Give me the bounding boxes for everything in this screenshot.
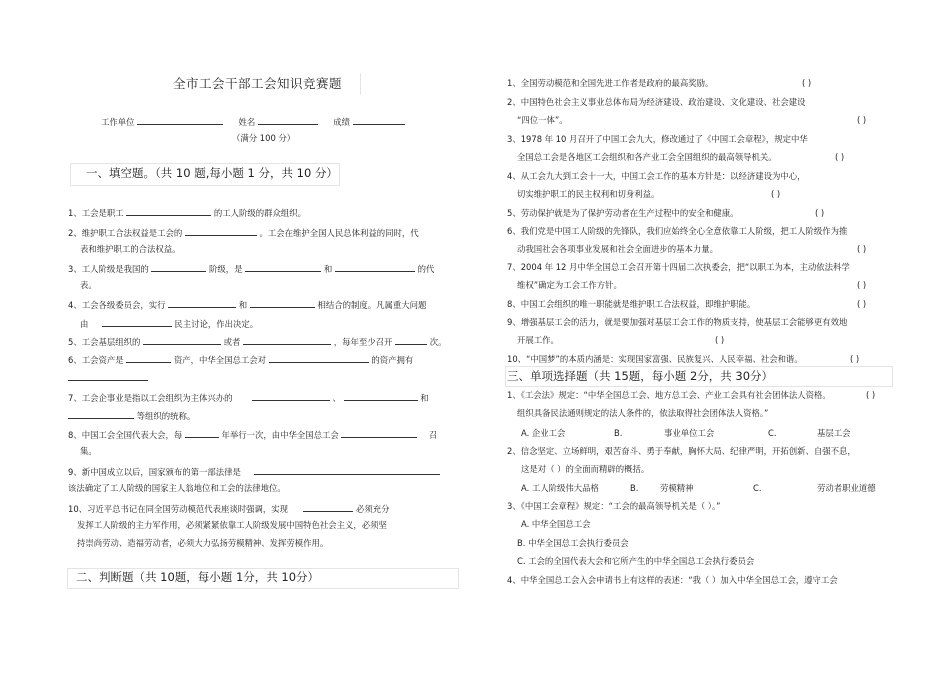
question-8-cont: 集。 — [80, 446, 97, 456]
q-text: 和 — [323, 264, 333, 274]
choice-4: 4、中华全国总工会入会申请书上有这样的表述：“我（ ）加入中华全国总工会，遵守工会 — [507, 575, 838, 585]
name-field[interactable] — [258, 115, 318, 125]
blank[interactable] — [269, 353, 369, 363]
choice-2-option-c[interactable]: C. — [753, 483, 762, 493]
blank[interactable] — [68, 371, 148, 381]
q-text: 民主讨论，作出决定。 — [174, 319, 259, 329]
question-4-cont — [80, 317, 258, 330]
judge-4: 4、从工会九大到工会十一大，中国工会工作的基本方针是：以经济建设为中心， — [507, 171, 806, 181]
judge-1-paren[interactable]: ( ) — [802, 78, 812, 88]
unit-field[interactable] — [137, 115, 223, 125]
judge-7-cont: 维权”确定为工会工作方针。 — [517, 280, 622, 290]
choice-1-option-a[interactable]: A. 企业工会 — [521, 428, 566, 438]
choice-2-cont: 这是对（ ）的全面而精辟的概括。 — [521, 464, 650, 474]
q-text: 的代 — [417, 264, 435, 274]
blank[interactable] — [335, 262, 415, 272]
q-text: 6、工会资产是 — [68, 355, 124, 365]
question-5 — [68, 335, 446, 348]
question-3-cont: 表。 — [80, 280, 97, 290]
choice-2-option-b-text: 劳模精神 — [660, 483, 694, 493]
judge-3: 3、1978 年 10 月召开了中国工会九大，修改通过了《中国工会章程》，规定中华 — [507, 134, 808, 144]
score-field[interactable] — [353, 115, 405, 125]
blank[interactable] — [185, 226, 257, 236]
blank[interactable] — [245, 262, 321, 272]
choice-2-option-b[interactable]: B. — [630, 483, 639, 493]
q-text: 和 — [238, 300, 248, 310]
q-text: 相结合的制度。凡属重大问题 — [317, 300, 427, 310]
judge-4-paren[interactable]: ( ) — [771, 189, 781, 199]
question-7-cont — [68, 409, 195, 422]
question-2 — [68, 226, 419, 239]
judge-2: 2、中国特色社会主义事业总体布局为经济建设、政治建设、文化建设、社会建设 — [507, 97, 806, 107]
unit-label: 工作单位 — [101, 117, 135, 127]
judge-6: 6、我们党是中国工人阶级的先锋队，我们应始终全心全意依靠工人阶级，把工人阶级作为推 — [507, 226, 848, 236]
judge-6-cont: 动我国社会各项事业发展和社会全面进步的基本力量。 — [517, 244, 718, 254]
choice-2-option-a[interactable]: A. 工人阶级伟大品格 — [521, 483, 599, 493]
judge-6-paren[interactable]: ( ) — [857, 244, 867, 254]
judge-4-cont: 切实维护职工的民主权利和切身利益。 — [517, 189, 660, 199]
blank[interactable] — [303, 502, 353, 512]
blank[interactable] — [254, 465, 440, 475]
q-text: 7、工会企事业是指以工会组织为主体兴办的 — [68, 393, 233, 403]
judge-10: 10、“中国梦”的本质内涵是：实现国家富强、民族复兴、人民幸福、社会和谐。 — [507, 354, 803, 364]
blank[interactable] — [395, 335, 427, 345]
q-text: 召 — [428, 430, 438, 440]
q-text: 的资产拥有 — [371, 355, 414, 365]
judge-9-paren[interactable]: ( ) — [715, 335, 725, 345]
judge-1: 1、全国劳动模范和全国先进工作者是政府的最高奖励。 — [507, 78, 714, 88]
blank[interactable] — [341, 428, 417, 438]
judge-10-paren[interactable]: ( ) — [850, 354, 860, 364]
judge-5: 5、劳动保护就是为了保护劳动者在生产过程中的安全和健康。 — [507, 208, 739, 218]
choice-3-option-a[interactable]: A. 中华全国总工会 — [521, 519, 591, 529]
q-text: 次。 — [429, 337, 447, 347]
q-text: 1、工会是职工 — [68, 208, 124, 218]
question-2-cont: 表和维护职工的合法权益。 — [80, 244, 181, 254]
question-9-cont: 该法确定了工人阶级的国家主人翁地位和工会的法律地位。 — [68, 483, 286, 493]
question-10-cont: 发挥工人阶级的主力军作用，必须紧紧依靠工人阶级发展中国特色社会主义，必须坚 — [77, 520, 387, 530]
name-label: 姓名 — [238, 117, 256, 127]
q-text: 、 — [332, 393, 341, 403]
blank[interactable] — [151, 262, 206, 272]
judge-8-paren[interactable]: ( ) — [857, 299, 867, 309]
q-text: 5、工会基层组织的 — [68, 337, 141, 347]
q-text: 9、新中国成立以后，国家颁布的第一部法律是 — [68, 467, 241, 477]
blank[interactable] — [143, 335, 221, 345]
question-3 — [68, 262, 434, 275]
judge-8: 8、中国工会组织的唯一职能就是维护职工合法权益，即维护职能。 — [507, 299, 756, 309]
question-10 — [68, 502, 390, 515]
choice-1-option-b[interactable]: B. — [614, 428, 623, 438]
q-text: 2、维护职工合法权益是工会的 — [68, 228, 183, 238]
judge-5-paren[interactable]: ( ) — [815, 208, 825, 218]
blank[interactable] — [68, 409, 134, 419]
blank[interactable] — [252, 391, 330, 401]
q-text: 4、工会各级委员会，实行 — [68, 300, 166, 310]
choice-1-option-b-text: 事业单位工会 — [664, 428, 715, 438]
choice-3-option-b[interactable]: B. 中华全国总工会执行委员会 — [517, 538, 629, 548]
blank[interactable] — [126, 206, 211, 216]
choice-2-option-c-text: 劳动者职业道德 — [817, 483, 876, 493]
question-4 — [68, 298, 426, 311]
q-text: 由 — [80, 319, 89, 329]
question-9 — [68, 465, 440, 478]
choice-1-cont: 组织具备民法通则规定的法人条件的，依法取得社会团体法人资格。” — [517, 408, 769, 418]
q-text: 等组织的统称。 — [136, 411, 196, 421]
q-text: 的工人阶级的群众组织。 — [213, 208, 307, 218]
q-text: 3、工人阶级是我国的 — [68, 264, 149, 274]
blank[interactable] — [250, 298, 315, 308]
choice-3: 3、《中国工会章程》规定：“工会的最高领导机关是（ ）。” — [507, 501, 721, 511]
judge-3-cont: 全国总工会是各地区工会组织和各产业工会全国组织的最高领导机关。 — [517, 152, 777, 162]
page-title: 全市工会干部工会知识竞赛题 — [173, 76, 343, 91]
judge-7: 7、2004 年 12 月中华全国总工会召开第十四届二次执委会，把“以职工为本，主动依法科学 — [507, 262, 850, 272]
q-text: 阶级，是 — [209, 264, 243, 274]
judge-9: 9、增强基层工会的活力，就是要加强对基层工会工作的物质支持，使基层工会能够更有效地 — [507, 317, 848, 327]
q-text: 8、中国工会全国代表大会，每 — [68, 430, 183, 440]
question-8 — [68, 428, 437, 441]
judge-7-paren[interactable]: ( ) — [857, 280, 867, 290]
blank[interactable] — [344, 391, 418, 401]
section-1-title: 一、填空题。（共 10 题,每小题 1 分，共 10 分） — [86, 166, 338, 180]
q-text: ，每年至少召开 — [333, 337, 393, 347]
q-text: 必须充分 — [356, 504, 390, 514]
q-text: 。工会在维护全国人民总体利益的同时，代 — [259, 228, 419, 238]
choice-1: 1、《工会法》规定：“中华全国总工会、地方总工会、产业工会具有社会团体法人资格。 — [507, 390, 831, 400]
choice-1-option-c-text: 基层工会 — [817, 428, 851, 438]
question-1 — [68, 206, 306, 219]
q-text: 或者 — [223, 337, 241, 347]
q-text: 10、习近平总书记在同全国劳动模范代表座谈时强调，实现 — [68, 504, 289, 514]
choice-1-paren[interactable]: ( ) — [866, 390, 876, 400]
choice-2: 2、信念坚定、立场鲜明，艰苦奋斗、勇于奉献，胸怀大局、纪律严明，开拓创新、自强不息， — [507, 446, 856, 456]
q-text: 年举行一次，由中华全国总工会 — [221, 430, 339, 440]
judge-2-cont: “四位一体”。 — [517, 115, 568, 125]
blank[interactable] — [243, 335, 331, 345]
q-text: 资产，中华全国总工会对 — [173, 355, 267, 365]
choice-3-option-c[interactable]: C. 工会的全国代表大会和它所产生的中华全国总工会执行委员会 — [517, 556, 755, 566]
judge-2-paren[interactable]: ( ) — [857, 115, 867, 125]
judge-3-paren[interactable]: ( ) — [835, 152, 845, 162]
section-2-title: 二、判断题（共 10题，每小题 1分，共 10分） — [76, 570, 320, 584]
q-text: 和 — [420, 393, 429, 403]
section-3-title: 三、单项选择题（共 15题，每小题 2分，共 30分） — [507, 369, 774, 383]
judge-9-cont: 开展工作。 — [517, 335, 559, 345]
full-score: （满分 100 分） — [232, 133, 296, 143]
choice-1-option-c[interactable]: C. — [768, 428, 777, 438]
question-10-cont2: 持崇尚劳动、造福劳动者，必须大力弘扬劳模精神、发挥劳模作用。 — [77, 538, 329, 548]
question-7 — [68, 391, 429, 404]
question-6 — [68, 353, 413, 366]
info-row — [101, 115, 405, 128]
question-6-cont — [68, 371, 148, 384]
score-label: 成绩 — [333, 117, 351, 127]
blank[interactable] — [126, 353, 171, 363]
blank[interactable] — [185, 428, 219, 438]
title-divider — [360, 73, 361, 95]
blank[interactable] — [168, 298, 236, 308]
blank[interactable] — [102, 317, 172, 327]
